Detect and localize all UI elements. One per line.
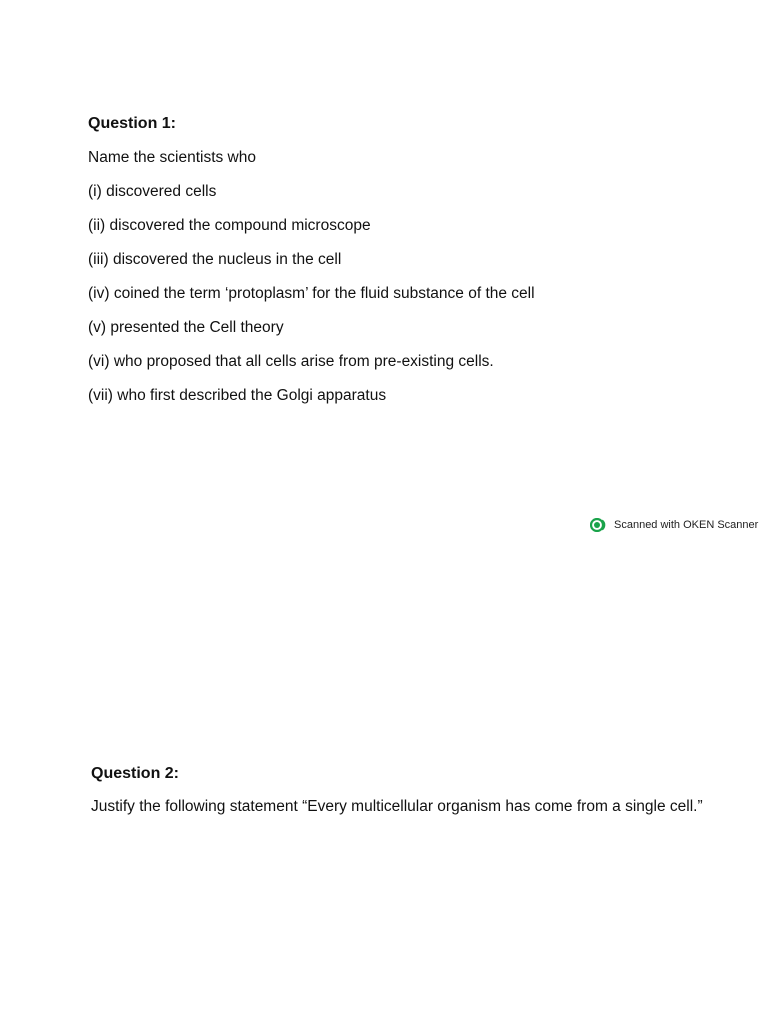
question-1-item: (iv) coined the term ‘protoplasm’ for the fluid substance of the cell <box>88 285 535 302</box>
question-1-item: (vi) who proposed that all cells arise from pre-existing cells. <box>88 353 494 370</box>
scanner-watermark <box>590 518 758 532</box>
question-1-item: (vii) who first described the Golgi apparatus <box>88 387 387 404</box>
question-1-title: Question 1: <box>88 115 177 132</box>
question-1-prompt: Name the scientists who <box>88 149 256 166</box>
question-1-item: (v) presented the Cell theory <box>88 319 284 336</box>
question-1-item: (ii) discovered the compound microscope <box>88 217 371 234</box>
question-1-item: (iii) discovered the nucleus in the cell <box>88 251 342 268</box>
question-2-title: Question 2: <box>91 765 180 782</box>
question-2-block <box>91 764 731 824</box>
question-2-text: Justify the following statement “Every multicellular organism has come from a single cell.” <box>91 798 703 815</box>
question-1-block <box>88 114 728 420</box>
question-1-item: (i) discovered cells <box>88 183 217 200</box>
oken-scanner-logo-icon <box>590 518 608 532</box>
watermark-text: Scanned with OKEN Scanner <box>614 519 759 531</box>
